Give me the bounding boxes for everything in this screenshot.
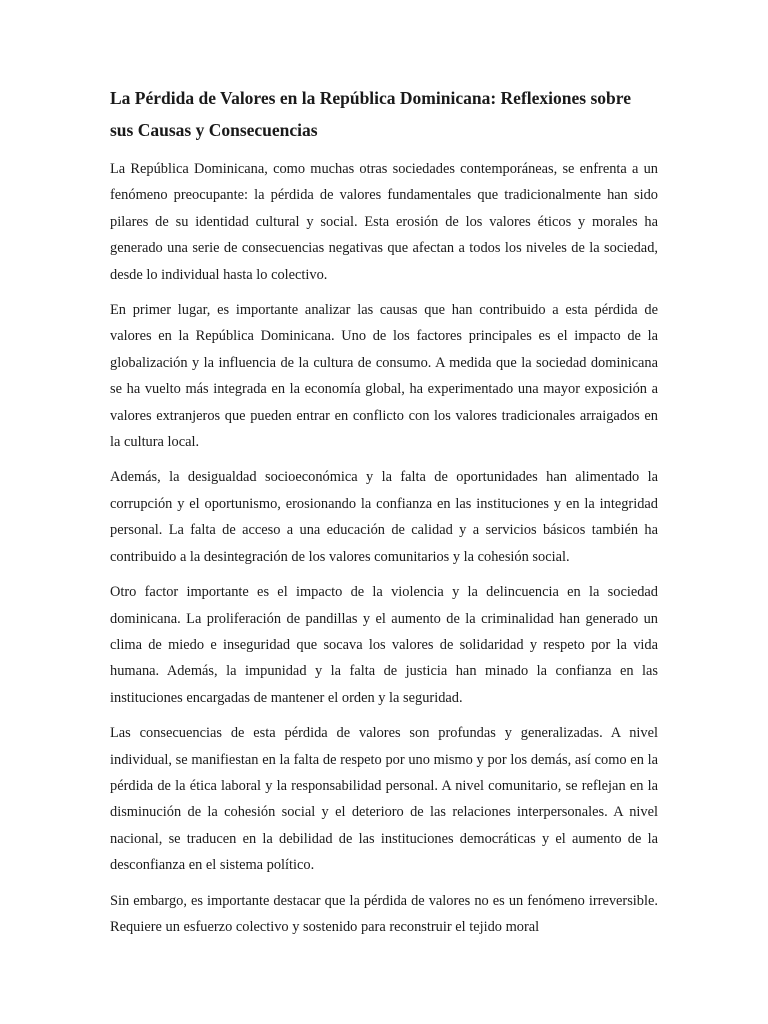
document-page — [110, 82, 658, 949]
paragraph-5: Las consecuencias de esta pérdida de valores son profundas y generalizadas. A nivel individual, se manifiestan en la falta de respeto por uno mismo y por los demás, así como en la pérdida de la ética laboral y la responsabilidad personal. A nivel comunitario, se reflejan en la disminución de la cohesión social y el deterioro de las relaciones interpersonales. A nivel nacional, se traducen en la debilidad de las instituciones democráticas y el aumento de la desconfianza en el sistema político. — [110, 725, 658, 874]
paragraph-3: Además, la desigualdad socioeconómica y la falta de oportunidades han alimentado la corrupción y el oportunismo, erosionando la confianza en las instituciones y en la integridad personal. La falta de acceso a una educación de calidad y a servicios básicos también ha contribuido a la desintegración de los valores comunitarios y la cohesión social. — [110, 469, 658, 565]
paragraph-1: La República Dominicana, como muchas otras sociedades contemporáneas, se enfrenta a un fenómeno preocupante: la pérdida de valores fundamentales que tradicionalmente han sido pilares de su identidad cultural y social. Esta erosión de los valores éticos y morales ha generado una serie de consecuencias negativas que afectan a todos los niveles de la sociedad, desde lo individual hasta lo colectivo. — [110, 161, 658, 283]
document-title: La Pérdida de Valores en la República Dominicana: Reflexiones sobre sus Causas y Consecuencias — [110, 88, 631, 140]
paragraph-2: En primer lugar, es importante analizar las causas que han contribuido a esta pérdida de valores en la República Dominicana. Uno de los factores principales es el impacto de la globalización y la influencia de la cultura de consumo. A medida que la sociedad dominicana se ha vuelto más integrada en la economía global, ha experimentado una mayor exposición a valores extranjeros que pueden entrar en conflicto con los valores tradicionales arraigados en la cultura local. — [110, 302, 658, 451]
paragraph-4: Otro factor importante es el impacto de la violencia y la delincuencia en la sociedad dominicana. La proliferación de pandillas y el aumento de la criminalidad han generado un clima de miedo e inseguridad que socava los valores de solidaridad y respeto por la vida humana. Además, la impunidad y la falta de justicia han minado la confianza en las instituciones encargadas de mantener el orden y la seguridad. — [110, 584, 658, 706]
paragraph-6: Sin embargo, es importante destacar que la pérdida de valores no es un fenómeno irreversible. Requiere un esfuerzo colectivo y sostenido para reconstruir el tejido moral — [110, 892, 658, 935]
